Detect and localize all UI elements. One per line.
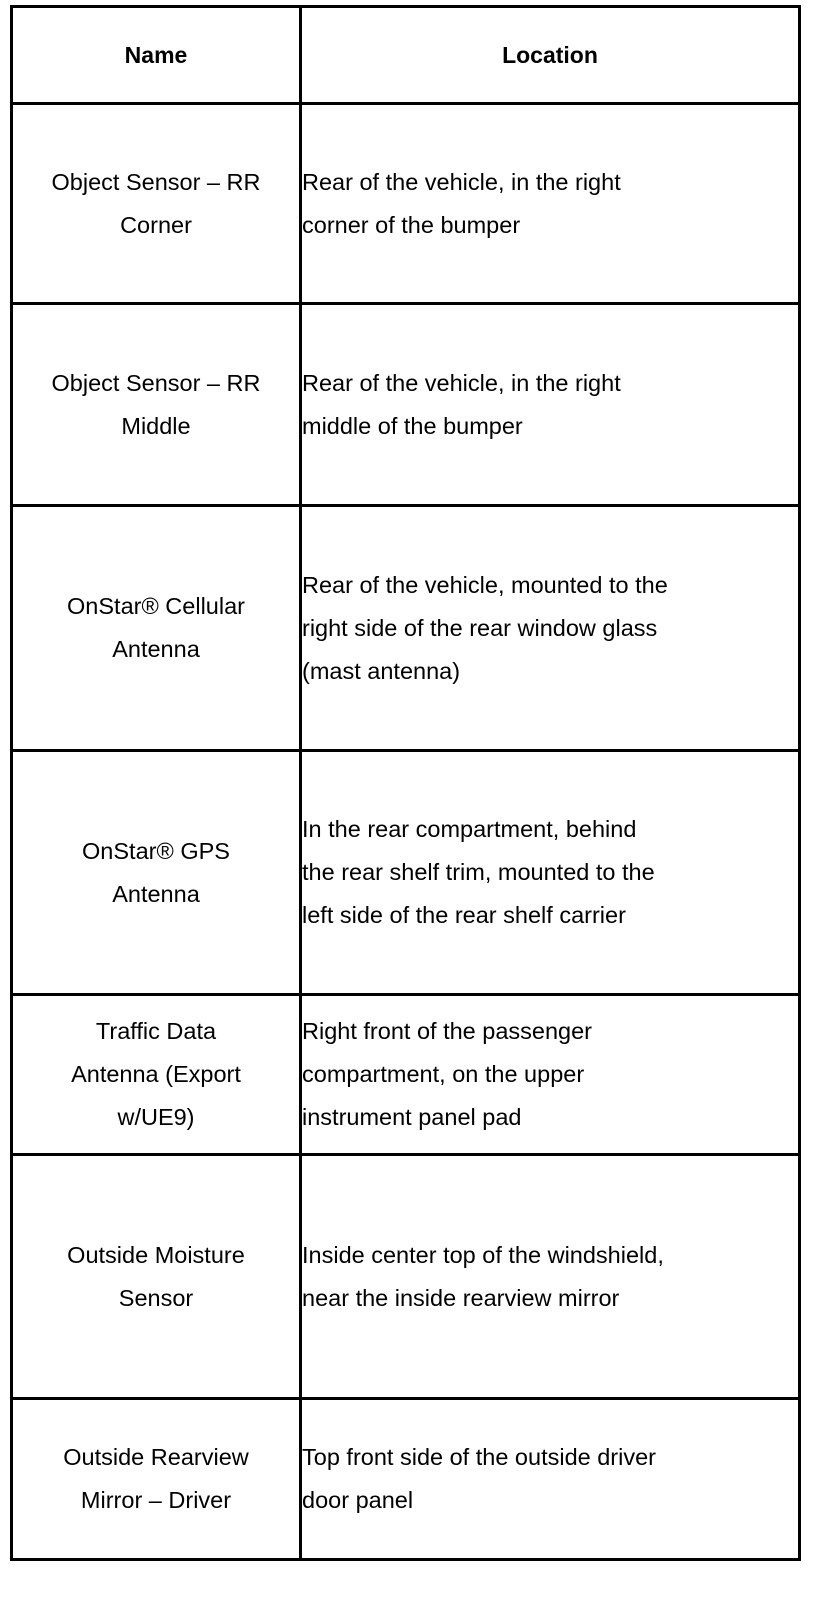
component-location-line: Rear of the vehicle, mounted to the — [302, 571, 668, 598]
column-header-name: Name — [12, 7, 301, 104]
component-location-cell — [301, 1155, 800, 1399]
component-location-line: (mast antenna) — [302, 657, 461, 684]
component-name-line: Object Sensor – RR — [51, 168, 261, 195]
component-name-line: Antenna — [112, 636, 200, 662]
component-location-cell — [301, 506, 800, 751]
component-location-line: right side of the rear window glass — [302, 614, 658, 641]
component-location-line: In the rear compartment, behind — [302, 816, 637, 842]
component-location-line: Rear of the vehicle, in the right — [302, 369, 621, 396]
component-location-line: Top front side of the outside driver — [302, 1444, 657, 1470]
component-name-cell — [12, 304, 301, 506]
component-location-line: Rear of the vehicle, in the right — [302, 168, 621, 195]
component-name-line: Object Sensor – RR — [51, 369, 261, 396]
component-name-cell — [12, 1399, 301, 1560]
table-row — [12, 104, 800, 304]
table-row — [12, 304, 800, 506]
column-header-location: Location — [301, 7, 800, 104]
component-name-cell — [12, 995, 301, 1155]
component-location-line: left side of the rear shelf carrier — [302, 902, 626, 928]
table-row — [12, 1399, 800, 1560]
component-name-line: OnStar® GPS — [82, 837, 230, 864]
component-location-cell — [301, 304, 800, 506]
component-location-line: Inside center top of the windshield, — [302, 1241, 664, 1268]
component-location-line: door panel — [302, 1487, 414, 1513]
component-location-cell — [301, 104, 800, 304]
component-location-line: Right front of the passenger — [302, 1018, 593, 1044]
table-row — [12, 506, 800, 751]
component-location-line: near the inside rearview mirror — [302, 1284, 620, 1311]
component-location-cell — [301, 751, 800, 995]
component-name-line: Antenna (Export — [71, 1061, 241, 1087]
component-name-cell — [12, 104, 301, 304]
component-name-line: Sensor — [118, 1284, 194, 1311]
component-name-line: Antenna — [112, 880, 200, 907]
component-name-line: Outside Moisture — [67, 1241, 245, 1268]
component-name-line: w/UE9) — [117, 1104, 195, 1130]
component-name-line: Outside Rearview — [63, 1444, 249, 1470]
component-location-table — [10, 5, 801, 1561]
table-header-row — [12, 7, 800, 104]
component-name-line: Mirror – Driver — [80, 1487, 232, 1513]
component-location-line: middle of the bumper — [302, 412, 523, 439]
table-row — [12, 751, 800, 995]
table-row — [12, 1155, 800, 1399]
component-location-line: corner of the bumper — [302, 211, 521, 238]
component-location-line: instrument panel pad — [302, 1104, 522, 1130]
table-row — [12, 995, 800, 1155]
component-name-line: Middle — [121, 412, 191, 439]
component-name-cell — [12, 751, 301, 995]
component-location-line: compartment, on the upper — [302, 1061, 585, 1087]
component-location-cell — [301, 1399, 800, 1560]
component-name-line: Traffic Data — [95, 1018, 217, 1044]
component-name-cell — [12, 506, 301, 751]
component-location-line: the rear shelf trim, mounted to the — [302, 859, 655, 885]
table-body — [12, 104, 800, 1560]
component-name-line: Corner — [120, 211, 192, 238]
component-location-cell — [301, 995, 800, 1155]
component-name-cell — [12, 1155, 301, 1399]
component-name-line: OnStar® Cellular — [67, 593, 245, 619]
